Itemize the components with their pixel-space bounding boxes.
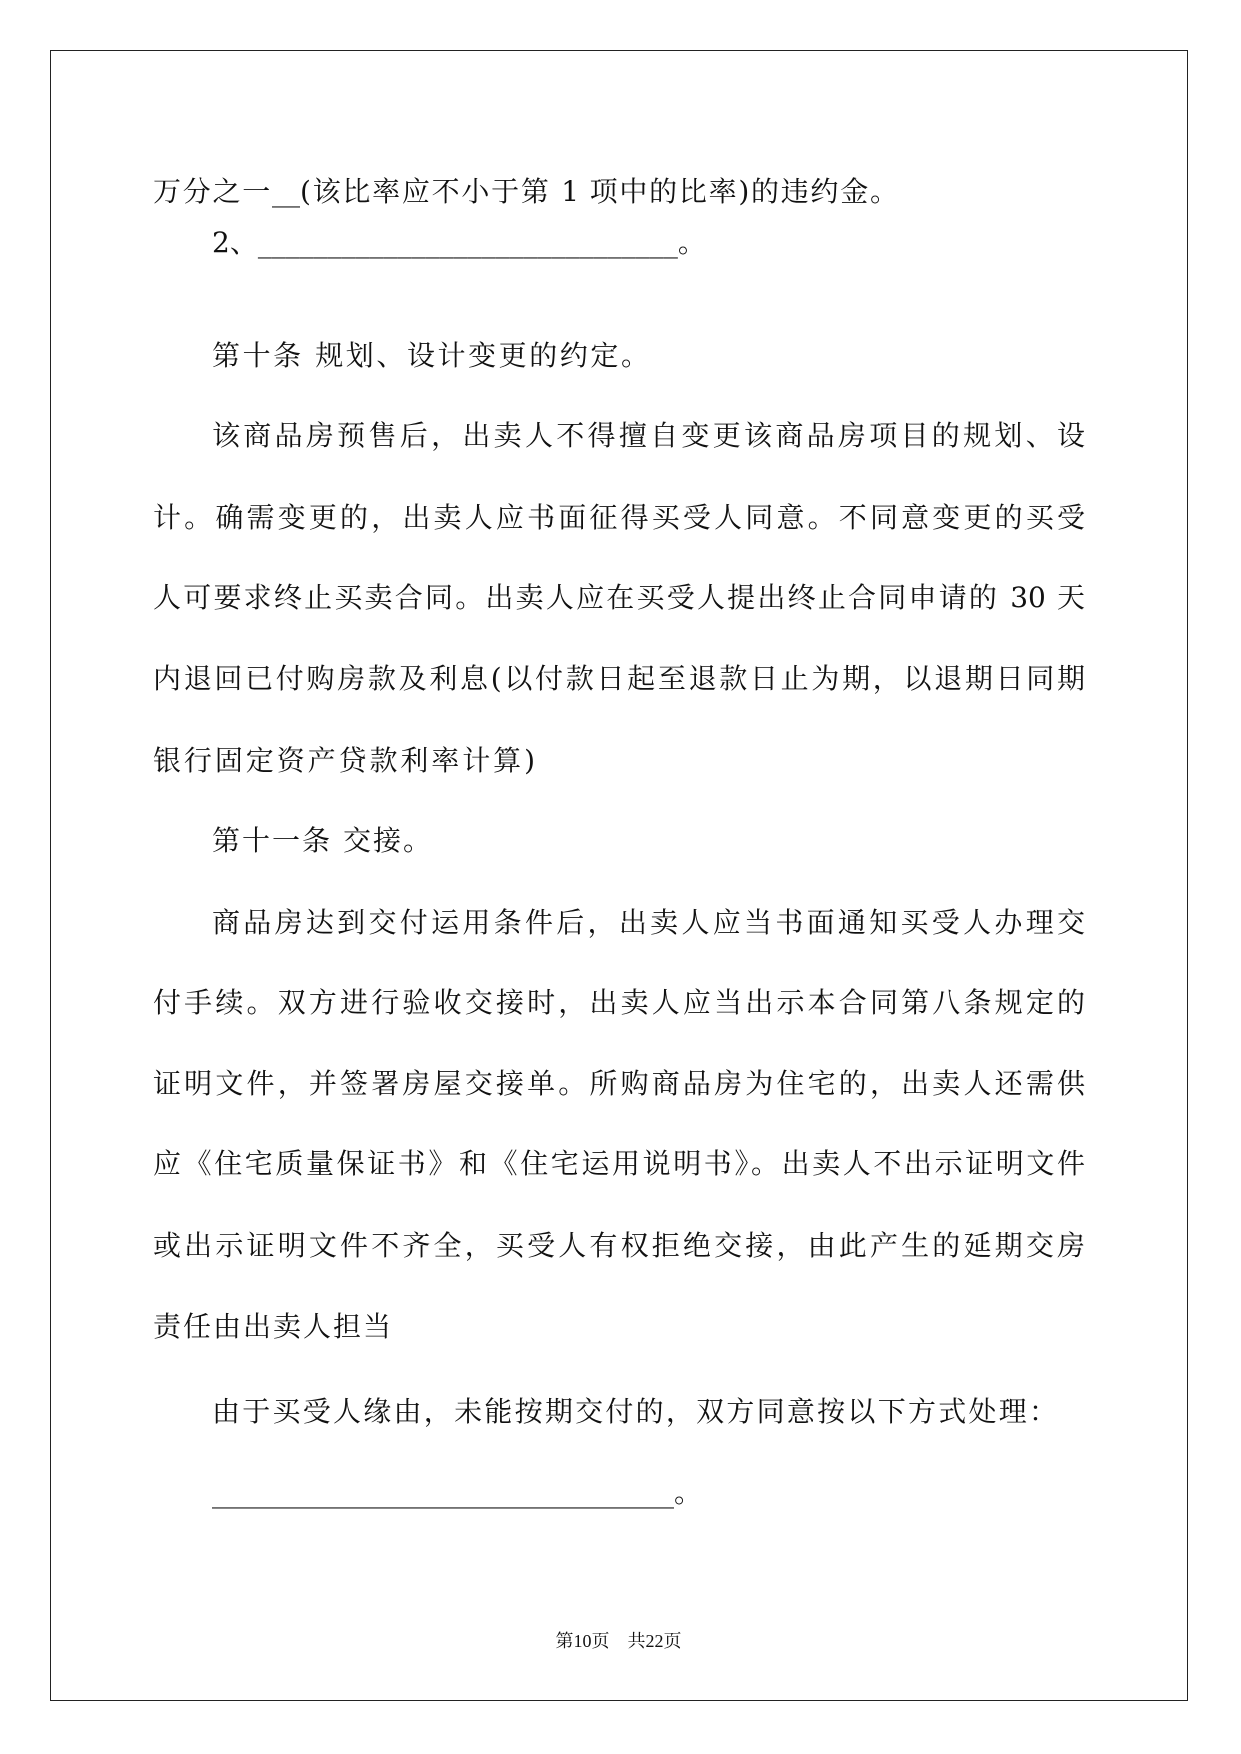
body-text-line: 证明文件，并签署房屋交接单。所购商品房为住宅的，出卖人还需供: [153, 1067, 1085, 1100]
body-text-line: 该商品房预售后，出卖人不得擅自变更该商品房项目的规划、设: [212, 419, 1085, 452]
body-text-line: 计。确需变更的，出卖人应书面征得买受人同意。不同意变更的买受: [153, 501, 1085, 534]
clause-heading: 第十条 规划、设计变更的约定。: [212, 339, 649, 372]
body-text-line: 万分之一__(该比率应不小于第 1 项中的比率)的违约金。: [153, 175, 898, 208]
page-border: [50, 50, 1188, 1701]
body-text-line: 或出示证明文件不齐全，买受人有权拒绝交接，由此产生的延期交房: [153, 1229, 1085, 1262]
body-text-line: 责任由出卖人担当: [153, 1310, 391, 1343]
body-text-line: 商品房达到交付运用条件后，出卖人应当书面通知买受人办理交: [212, 906, 1085, 939]
clause-heading: 第十一条 交接。: [212, 824, 431, 857]
body-text-line: 人可要求终止买卖合同。出卖人应在买受人提出终止合同申请的 30 天: [153, 581, 1085, 614]
body-text-line: 银行固定资产贷款利率计算): [153, 744, 535, 777]
blank-fill-line: _________________________________。: [212, 1476, 703, 1509]
body-text-line: 内退回已付购房款及利息(以付款日起至退款日止为期，以退期日同期: [153, 662, 1085, 695]
blank-fill-line: 2、______________________________。: [212, 226, 706, 259]
body-text-line: 付手续。双方进行验收交接时，出卖人应当出示本合同第八条规定的: [153, 986, 1085, 1019]
body-text-line: 应《住宅质量保证书》和《住宅运用说明书》。出卖人不出示证明文件: [153, 1147, 1085, 1180]
page-number-footer: 第10页 共22页: [555, 1631, 682, 1651]
body-text-line: 由于买受人缘由，未能按期交付的，双方同意按以下方式处理：: [212, 1395, 1057, 1428]
